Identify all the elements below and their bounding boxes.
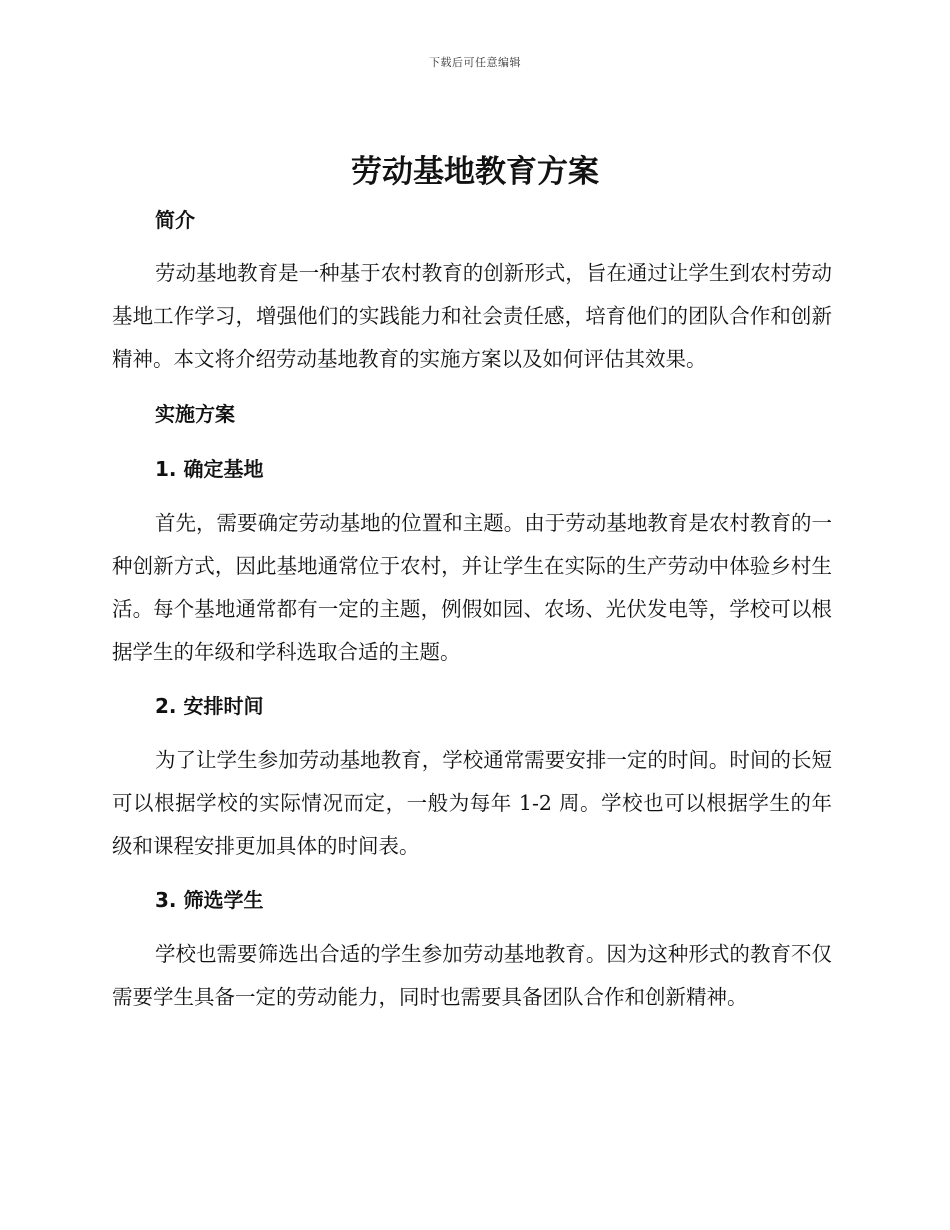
page-header-note: 下载后可任意编辑 (429, 56, 521, 69)
step1-heading: 1. 确定基地 (155, 457, 264, 481)
intro-paragraph: 劳动基地教育是一种基于农村教育的创新形式，旨在通过让学生到农村劳动基地工作学习，增强他们的实践能力和社会责任感，培育他们的团队合作和创新精神。本文将介绍劳动基地教育的实施方案以及如何评估其效果。 (112, 261, 832, 371)
document-title: 劳动基地教育方案 (351, 154, 599, 190)
intro-heading: 简介 (155, 208, 195, 232)
plan-heading: 实施方案 (155, 402, 235, 426)
step1-paragraph: 首先，需要确定劳动基地的位置和主题。由于劳动基地教育是农村教育的一种创新方式，因此基地通常位于农村，并让学生在实际的生产劳动中体验乡村生活。每个基地通常都有一定的主题，例假如园、农场、光伏发电等，学校可以根据学生的年级和学科选取合适的主题。 (112, 511, 832, 664)
step3-paragraph: 学校也需要筛选出合适的学生参加劳动基地教育。因为这种形式的教育不仅需要学生具备一定的劳动能力，同时也需要具备团队合作和创新精神。 (112, 942, 832, 1009)
step2-heading: 2. 安排时间 (155, 694, 264, 718)
step3-heading: 3. 筛选学生 (155, 888, 264, 912)
step2-paragraph: 为了让学生参加劳动基地教育，学校通常需要安排一定的时间。时间的长短可以根据学校的实际情况而定，一般为每年 1-2 周。学校也可以根据学生的年级和课程安排更加具体的时间表。 (112, 748, 832, 858)
